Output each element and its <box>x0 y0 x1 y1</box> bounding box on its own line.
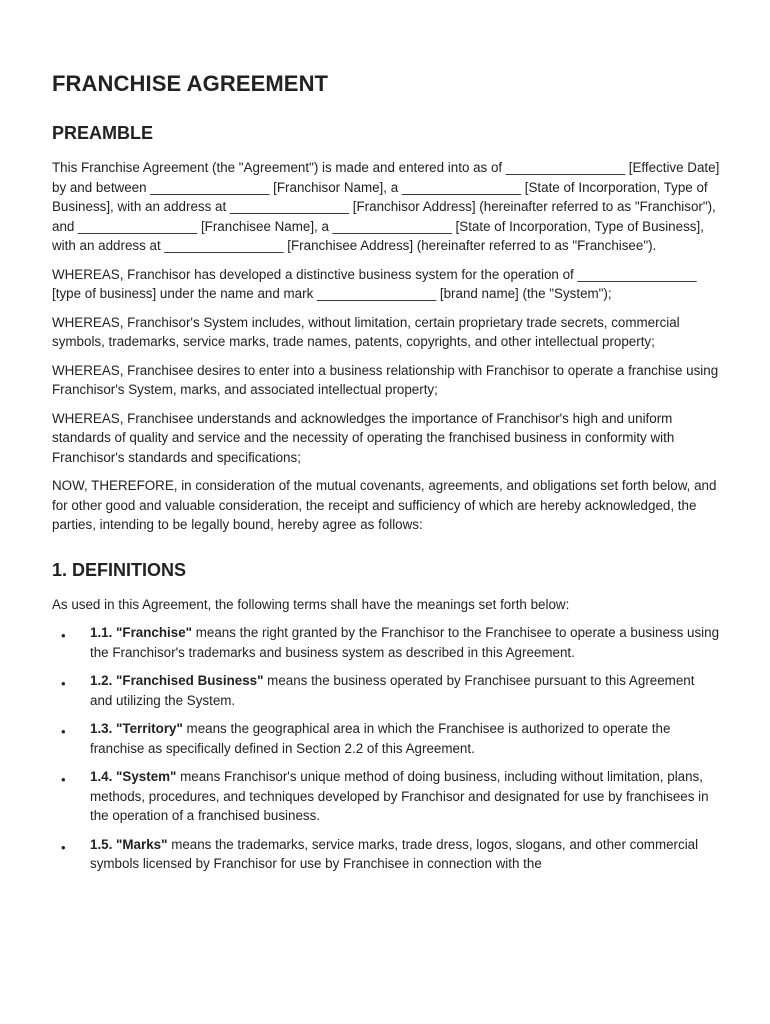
definition-term: 1.5. "Marks" <box>90 836 168 852</box>
list-item <box>52 671 720 710</box>
preamble-paragraph-6: NOW, THEREFORE, in consideration of the mutual covenants, agreements, and obligations set forth below, and for other good and valuable consideration, the receipt and sufficiency of which are hereby acknowledged, the parties, intending to be legally bound, hereby agree as follows: <box>52 478 717 532</box>
bullet-icon: • <box>61 839 66 855</box>
bullet-icon: • <box>61 724 66 739</box>
preamble-paragraph-3: WHEREAS, Franchisor's System includes, without limitation, certain proprietary trade secrets, commercial symbols, trademarks, service marks, trade names, patents, copyrights, and other intellectual property; <box>52 314 680 349</box>
list-item <box>52 767 720 826</box>
definition-text: means the trademarks, service marks, trade dress, logos, slogans, and other commercial symbols licensed by Franchisor for use by Franchisee in connection with the <box>90 836 699 871</box>
definition-term: 1.1. "Franchise" <box>90 625 193 640</box>
list-item <box>52 623 720 662</box>
definition-text: means the geographical area in which the Franchisee is authorized to operate the franchise as specifically defined in Section 2.2 of this Agreement. <box>90 721 671 756</box>
preamble-heading: PREAMBLE <box>52 123 154 143</box>
document-title: FRANCHISE AGREEMENT <box>52 71 329 96</box>
preamble-paragraph-1: This Franchise Agreement (the "Agreement") is made and entered into as of ________________ [Effective Date] by and between ________________ [Franchisor Name], a ________________ [State of Incorporation, Type of Business], with an address at ________________ [Franchisor Address] (hereinafter referred to as "Franchisor"), and ________________ [Franchisee Name], a ________________ [State of Incorporation, Type of Business], with an address at ________________ [Franchisee Address] (hereinafter referred to as "Franchisee"). <box>52 160 720 253</box>
definition-term: 1.3. "Territory" <box>90 721 183 736</box>
definitions-heading: 1. DEFINITIONS <box>52 559 187 580</box>
bullet-icon: • <box>61 628 66 643</box>
definition-term: 1.4. "System" <box>90 769 177 784</box>
definition-term: 1.2. "Franchised Business" <box>90 673 264 688</box>
list-item <box>52 835 720 874</box>
preamble-paragraph-4: WHEREAS, Franchisee desires to enter into a business relationship with Franchisor to operate a franchise using Franchisor's System, marks, and associated intellectual property; <box>52 362 719 397</box>
bullet-icon: • <box>61 676 66 691</box>
bullet-icon: • <box>61 772 66 787</box>
preamble-paragraph-5: WHEREAS, Franchisee understands and acknowledges the importance of Franchisor's high and uniform standards of quality and service and the necessity of operating the franchised business in conformity with Franchisor's standards and specifications; <box>52 410 675 465</box>
definitions-list <box>52 623 720 874</box>
definition-text: means the right granted by the Franchisor to the Franchisee to operate a business using the Franchisor's trademarks and business system as described in this Agreement. <box>90 625 720 660</box>
definition-text: means the business operated by Franchisee pursuant to this Agreement and utilizing the System. <box>90 673 695 708</box>
definition-text: means Franchisor's unique method of doing business, including without limitation, plans, methods, procedures, and techniques developed by Franchisor and designated for use by franchisees in the operation of a franchised business. <box>90 769 709 823</box>
definitions-intro: As used in this Agreement, the following terms shall have the meanings set forth below: <box>52 596 570 612</box>
list-item <box>52 719 720 758</box>
preamble-paragraph-2: WHEREAS, Franchisor has developed a distinctive business system for the operation of ________________ [type of business] under the name and mark ________________ [brand name] (the "System"); <box>52 266 697 301</box>
